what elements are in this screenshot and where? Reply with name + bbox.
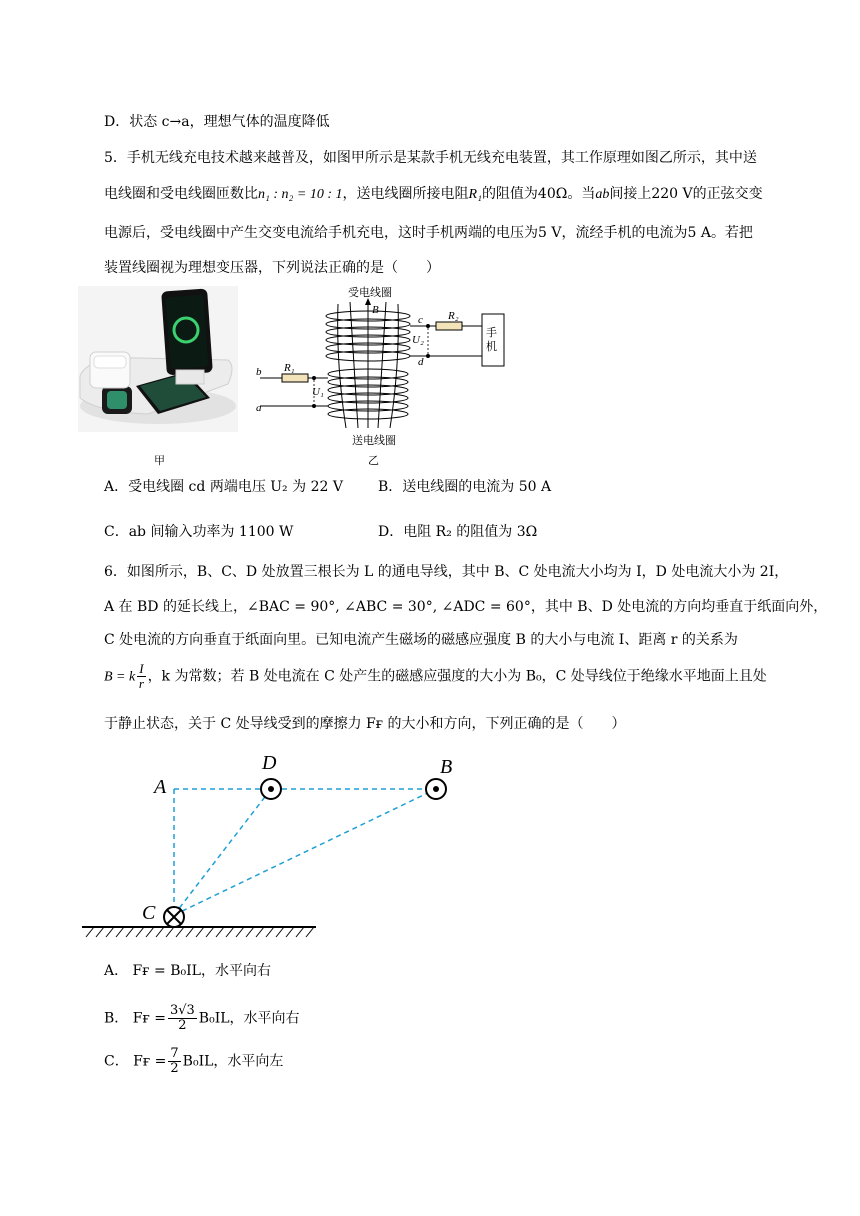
point-c-label: C (142, 902, 156, 924)
q5-line-3a: 电源后，受电线圈中产生交变电流给手机充电，这时手机两端的电压为 (104, 225, 538, 241)
u2-label: U₂ (412, 334, 424, 346)
q5-line-2 (104, 183, 763, 206)
phone-current: 5 A (687, 225, 711, 241)
q6-option-b-fraction (168, 1004, 197, 1033)
wire-geometry-diagram (78, 755, 458, 945)
formula-fraction (137, 662, 145, 691)
terminal-d-label: d (418, 356, 424, 368)
q5-line-1: 5．手机无线充电技术越来越普及，如图甲所示是某款手机无线充电装置，其工作原理如图乙所示，其中送 (104, 150, 757, 166)
input-voltage: 220 V (651, 186, 693, 202)
u1-label: U₁ (312, 386, 324, 398)
turns-ratio: n₁ : n₂ = 10 : 1 (258, 187, 343, 202)
q5-option-a: A．受电线圈 cd 两端电压 U₂ 为 22 V (104, 479, 343, 495)
q6-option-c-denominator: 2 (170, 1061, 179, 1076)
q4-option-d: D．状态 c→a，理想气体的温度降低 (104, 114, 330, 130)
phone-voltage: 5 V (538, 225, 562, 241)
q5-line-3b: ，流经手机的电流为 (561, 225, 688, 241)
point-b-label: B (440, 756, 453, 778)
q6-option-c-numerator: 7 (170, 1046, 179, 1061)
q5-line-2b: ，送电线圈所接电阻 (342, 186, 469, 202)
q5-line-2d: 间接上 (609, 186, 652, 202)
q5-option-c: C．ab 间输入功率为 1100 W (104, 524, 294, 540)
q6-option-b (104, 1004, 300, 1033)
terminal-c-label: c (418, 314, 423, 326)
point-a-label: A (154, 776, 167, 798)
formula-b-eq-k: B = k (104, 669, 136, 685)
fraction-numerator: I (139, 661, 144, 676)
r2-label: R₂ (448, 310, 459, 322)
q6-option-b-suffix: B₀IL，水平向右 (198, 1010, 300, 1027)
q6-line-2: A 在 BD 的延长线上，∠BAC = 90°, ∠ABC = 30°, ∠ADC = 60°，其中 B、D 处电流的方向均垂直于纸面向外， (104, 599, 828, 615)
q5-line-2c: 的阻值为40Ω。当 (481, 186, 596, 202)
send-coil-label: 送电线圈 (352, 434, 396, 447)
phone-box-label: 手机 (486, 326, 497, 353)
point-d-label: D (262, 752, 277, 774)
q6-option-b-prefix: B． Fғ = (104, 1010, 166, 1027)
ab-symbol: ab (595, 187, 610, 202)
q5-option-d: D．电阻 R₂ 的阻值为 3Ω (378, 524, 538, 540)
q6-option-b-denominator: 2 (178, 1018, 187, 1033)
q6-option-c (104, 1047, 283, 1076)
fraction-denominator: r (138, 676, 144, 691)
wireless-charger-photo (78, 286, 238, 432)
q6-line-3: C 处电流的方向垂直于纸面向里。已知电流产生磁场的磁感应强度 B 的大小与电流 I、距离 r 的关系为 (104, 632, 738, 648)
q5-line-2a: 电线圈和受电线圈匝数比 (104, 186, 258, 202)
q5-line-4: 装置线圈视为理想变压器，下列说法正确的是（ ） (104, 260, 440, 276)
q5-line-2e: 的正弦交变 (692, 186, 763, 202)
r1-label: R₁ (284, 362, 295, 374)
b-field-label: B (372, 304, 379, 316)
q5-line-3 (104, 222, 753, 244)
r1-symbol: R₁ (468, 187, 482, 202)
q6-line-1: 6．如图所示，B、C、D 处放置三根长为 L 的通电导线，其中 B、C 处电流大小均为 I，D 处电流大小为 2I， (104, 564, 789, 580)
q6-option-c-prefix: C． Fғ = (104, 1053, 167, 1070)
figure-jia-caption: 甲 (154, 454, 165, 467)
q6-option-a: A． Fғ = B₀IL，水平向右 (104, 963, 271, 979)
q5-line-3c: 。若把 (710, 225, 753, 241)
q6-line-5: 于静止状态，关于 C 处导线受到的摩擦力 Fғ 的大小和方向，下列正确的是（ ） (104, 716, 626, 732)
q6-option-c-suffix: B₀IL，水平向左 (182, 1053, 284, 1070)
q6-option-c-fraction (168, 1047, 180, 1076)
q6-option-b-numerator: 3√3 (169, 1003, 195, 1018)
q6-line-4 (104, 662, 767, 691)
q5-option-b: B．送电线圈的电流为 50 A (378, 479, 552, 495)
terminal-b-label: b (256, 366, 262, 378)
receive-coil-label: 受电线圈 (348, 286, 392, 299)
terminal-a-label: a (256, 402, 262, 414)
figure-yi-caption: 乙 (368, 454, 379, 467)
q6-line-4b: ，k 为常数；若 B 处电流在 C 处产生的磁感应强度的大小为 B₀，C 处导线位于绝缘水平地面上且处 (147, 668, 767, 685)
